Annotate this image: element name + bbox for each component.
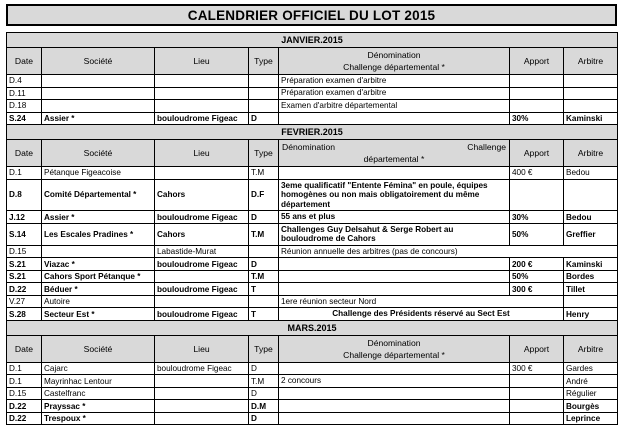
cell-type: D bbox=[249, 211, 279, 224]
cell-date: V.27 bbox=[7, 295, 42, 308]
cell-societe: Cajarc bbox=[42, 362, 155, 375]
col-header-societe: Société bbox=[42, 140, 155, 167]
cell-date: D.15 bbox=[7, 387, 42, 400]
cell-lieu bbox=[155, 412, 249, 425]
month-band-label: FEVRIER.2015 bbox=[7, 125, 618, 140]
cell-apport bbox=[510, 100, 564, 113]
cell-arbitre bbox=[564, 295, 618, 308]
cell-societe: Prayssac * bbox=[42, 400, 155, 413]
table-row[interactable] bbox=[7, 270, 618, 283]
cell-denomination bbox=[279, 167, 510, 180]
cell-apport bbox=[510, 387, 564, 400]
table-row[interactable] bbox=[7, 245, 618, 258]
table-row[interactable] bbox=[7, 167, 618, 180]
column-header-row bbox=[7, 48, 618, 75]
cell-date: D.1 bbox=[7, 375, 42, 388]
cell-denomination: Réunion annuelle des arbitres (pas de concours) bbox=[279, 245, 618, 258]
month-band-row bbox=[7, 33, 618, 48]
cell-type bbox=[249, 87, 279, 100]
col-header-apport: Apport bbox=[510, 335, 564, 362]
cell-date: S.28 bbox=[7, 308, 42, 321]
col-header-denomination bbox=[279, 48, 510, 75]
cell-societe: Secteur Est * bbox=[42, 308, 155, 321]
cell-apport: 50% bbox=[510, 270, 564, 283]
cell-arbitre: Tillet bbox=[564, 283, 618, 296]
table-row[interactable] bbox=[7, 400, 618, 413]
cell-date: D.22 bbox=[7, 412, 42, 425]
table-row[interactable] bbox=[7, 100, 618, 113]
cell-lieu: bouloudrome Figeac bbox=[155, 211, 249, 224]
cell-societe: Cahors Sport Pétanque * bbox=[42, 270, 155, 283]
cell-denomination: 3eme qualificatif "Entente Fémina" en poule, équipes homogènes ou non mais obligatoirement du même département bbox=[279, 179, 510, 211]
cell-date: D.18 bbox=[7, 100, 42, 113]
cell-apport bbox=[510, 87, 564, 100]
cell-lieu bbox=[155, 400, 249, 413]
cell-societe bbox=[42, 87, 155, 100]
cell-lieu bbox=[155, 100, 249, 113]
cell-type bbox=[249, 295, 279, 308]
cell-denomination: 55 ans et plus bbox=[279, 211, 510, 224]
month-band-row bbox=[7, 320, 618, 335]
table-row[interactable] bbox=[7, 258, 618, 271]
col-header-lieu: Lieu bbox=[155, 335, 249, 362]
cell-type: D bbox=[249, 258, 279, 271]
cell-denomination bbox=[279, 362, 510, 375]
cell-societe: Autoire bbox=[42, 295, 155, 308]
cell-type: T.M bbox=[249, 270, 279, 283]
cell-denomination: Challenges Guy Delsahut & Serge Robert au bouloudrome de Cahors bbox=[279, 223, 510, 245]
document-title-bar bbox=[6, 4, 617, 26]
cell-denomination: 1ere réunion secteur Nord bbox=[279, 295, 564, 308]
cell-societe bbox=[42, 245, 155, 258]
cell-apport bbox=[510, 412, 564, 425]
cell-societe: Pétanque Figeacoise bbox=[42, 167, 155, 180]
month-band-label: JANVIER.2015 bbox=[7, 33, 618, 48]
cell-date: D.1 bbox=[7, 362, 42, 375]
cell-societe: Béduer * bbox=[42, 283, 155, 296]
col-header-arbitre: Arbitre bbox=[564, 335, 618, 362]
cell-lieu bbox=[155, 375, 249, 388]
cell-societe: Assier * bbox=[42, 211, 155, 224]
cell-denomination: Examen d'arbitre départemental bbox=[279, 100, 510, 113]
col-header-denomination-label: Dénomination bbox=[367, 337, 421, 348]
cell-type bbox=[249, 75, 279, 88]
cell-date: S.21 bbox=[7, 270, 42, 283]
cell-denomination bbox=[279, 400, 510, 413]
table-row[interactable] bbox=[7, 112, 618, 125]
page-title: CALENDRIER OFFICIEL DU LOT 2015 bbox=[187, 7, 436, 23]
table-row[interactable] bbox=[7, 87, 618, 100]
col-header-lieu: Lieu bbox=[155, 48, 249, 75]
table-row[interactable] bbox=[7, 211, 618, 224]
table-row[interactable] bbox=[7, 412, 618, 425]
cell-date: D.1 bbox=[7, 167, 42, 180]
column-header-row bbox=[7, 335, 618, 362]
cell-apport: 200 € bbox=[510, 258, 564, 271]
month-band-label: MARS.2015 bbox=[7, 320, 618, 335]
cell-arbitre: André bbox=[564, 375, 618, 388]
cell-denomination bbox=[279, 387, 510, 400]
col-header-apport: Apport bbox=[510, 140, 564, 167]
col-header-apport: Apport bbox=[510, 48, 564, 75]
cell-date: D.15 bbox=[7, 245, 42, 258]
cell-denomination: Préparation examen d'arbitre bbox=[279, 87, 510, 100]
col-header-arbitre: Arbitre bbox=[564, 48, 618, 75]
cell-lieu: bouloudrome Figeac bbox=[155, 308, 249, 321]
cell-apport bbox=[510, 400, 564, 413]
cell-societe: Viazac * bbox=[42, 258, 155, 271]
col-header-challenge-departemental-label: Challenge départemental * bbox=[343, 62, 445, 72]
col-header-lieu: Lieu bbox=[155, 140, 249, 167]
cell-societe: Castelfranc bbox=[42, 387, 155, 400]
cell-arbitre: Greffier bbox=[564, 223, 618, 245]
cell-denomination: 2 concours bbox=[279, 375, 510, 388]
cell-arbitre bbox=[564, 179, 618, 211]
col-header-societe: Société bbox=[42, 48, 155, 75]
cell-lieu bbox=[155, 75, 249, 88]
cell-lieu: bouloudrome Figeac bbox=[155, 258, 249, 271]
table-row[interactable] bbox=[7, 295, 618, 308]
cell-denomination bbox=[279, 270, 510, 283]
table-row[interactable] bbox=[7, 387, 618, 400]
cell-date: D.22 bbox=[7, 283, 42, 296]
cell-denomination bbox=[279, 112, 510, 125]
cell-societe: Les Escales Pradines * bbox=[42, 223, 155, 245]
cell-societe: Mayrinhac Lentour bbox=[42, 375, 155, 388]
cell-type: T.M bbox=[249, 167, 279, 180]
cell-apport: 400 € bbox=[510, 167, 564, 180]
cell-date: S.14 bbox=[7, 223, 42, 245]
cell-lieu bbox=[155, 167, 249, 180]
col-header-denomination bbox=[279, 140, 510, 167]
cell-apport bbox=[510, 179, 564, 211]
cell-apport: 50% bbox=[510, 223, 564, 245]
col-header-societe: Société bbox=[42, 335, 155, 362]
cell-arbitre: Henry bbox=[564, 308, 618, 321]
cell-apport: 300 € bbox=[510, 362, 564, 375]
cell-arbitre bbox=[564, 75, 618, 88]
cell-societe bbox=[42, 100, 155, 113]
cell-lieu: Cahors bbox=[155, 223, 249, 245]
cell-arbitre: Bedou bbox=[564, 167, 618, 180]
cell-arbitre bbox=[564, 100, 618, 113]
cell-apport: 30% bbox=[510, 112, 564, 125]
cell-societe: Assier * bbox=[42, 112, 155, 125]
cell-lieu: bouloudrome Figeac bbox=[155, 112, 249, 125]
table-row[interactable] bbox=[7, 75, 618, 88]
cell-type: T.M bbox=[249, 223, 279, 245]
cell-arbitre: Leprince bbox=[564, 412, 618, 425]
col-header-denomination bbox=[279, 335, 510, 362]
col-header-denomination-label: Dénomination bbox=[367, 50, 421, 60]
cell-type: D.F bbox=[249, 179, 279, 211]
cell-type: D.M bbox=[249, 400, 279, 413]
col-header-type: Type bbox=[249, 140, 279, 167]
cell-societe: Comité Départemental * bbox=[42, 179, 155, 211]
cell-date: D.11 bbox=[7, 87, 42, 100]
table-row[interactable] bbox=[7, 308, 618, 321]
cell-apport: 30% bbox=[510, 211, 564, 224]
cell-date: D.22 bbox=[7, 400, 42, 413]
month-band-row bbox=[7, 125, 618, 140]
cell-denomination bbox=[279, 412, 510, 425]
cell-apport: 300 € bbox=[510, 283, 564, 296]
cell-type: D bbox=[249, 412, 279, 425]
col-header-challenge-departemental-label: Challenge départemental * bbox=[343, 349, 445, 360]
cell-apport bbox=[510, 75, 564, 88]
col-header-date: Date bbox=[7, 140, 42, 167]
col-header-type: Type bbox=[249, 335, 279, 362]
col-header-date: Date bbox=[7, 335, 42, 362]
calendar-table bbox=[6, 32, 618, 425]
col-header-challenge-label: Challenge bbox=[467, 142, 506, 152]
table-row[interactable] bbox=[7, 179, 618, 211]
cell-arbitre bbox=[564, 87, 618, 100]
table-row[interactable] bbox=[7, 375, 618, 388]
cell-denomination bbox=[279, 258, 510, 271]
cell-date: J.12 bbox=[7, 211, 42, 224]
col-header-type: Type bbox=[249, 48, 279, 75]
cell-type bbox=[249, 245, 279, 258]
cell-type: D bbox=[249, 362, 279, 375]
cell-type: T bbox=[249, 283, 279, 296]
cell-type: D bbox=[249, 387, 279, 400]
cell-lieu bbox=[155, 295, 249, 308]
cell-lieu: bouloudrome Figeac bbox=[155, 283, 249, 296]
cell-apport bbox=[510, 375, 564, 388]
col-header-denomination-label: Dénomination bbox=[282, 142, 336, 152]
cell-denomination: Challenge des Présidents réservé au Sect Est bbox=[279, 308, 564, 321]
cell-type: T.M bbox=[249, 375, 279, 388]
table-row[interactable] bbox=[7, 362, 618, 375]
cell-date: S.21 bbox=[7, 258, 42, 271]
cell-arbitre: Kaminski bbox=[564, 258, 618, 271]
cell-lieu: Cahors bbox=[155, 179, 249, 211]
cell-lieu bbox=[155, 87, 249, 100]
column-header-row bbox=[7, 140, 618, 167]
cell-arbitre: Gardes bbox=[564, 362, 618, 375]
cell-date: S.24 bbox=[7, 112, 42, 125]
col-header-date: Date bbox=[7, 48, 42, 75]
cell-societe: Trespoux * bbox=[42, 412, 155, 425]
cell-denomination: Préparation examen d'arbitre bbox=[279, 75, 510, 88]
cell-type: D bbox=[249, 112, 279, 125]
cell-societe bbox=[42, 75, 155, 88]
cell-arbitre: Bordes bbox=[564, 270, 618, 283]
table-row[interactable] bbox=[7, 283, 618, 296]
cell-arbitre: Kaminski bbox=[564, 112, 618, 125]
cell-arbitre: Bourgès bbox=[564, 400, 618, 413]
cell-date: D.8 bbox=[7, 179, 42, 211]
col-header-arbitre: Arbitre bbox=[564, 140, 618, 167]
table-row[interactable] bbox=[7, 223, 618, 245]
cell-arbitre: Bedou bbox=[564, 211, 618, 224]
cell-lieu: bouloudrome Figeac bbox=[155, 362, 249, 375]
cell-lieu bbox=[155, 387, 249, 400]
cell-denomination bbox=[279, 283, 510, 296]
cell-type bbox=[249, 100, 279, 113]
cell-arbitre: Régulier bbox=[564, 387, 618, 400]
cell-type: T bbox=[249, 308, 279, 321]
cell-lieu bbox=[155, 270, 249, 283]
col-header-departemental-label: départemental * bbox=[363, 154, 425, 164]
cell-lieu: Labastide-Murat bbox=[155, 245, 249, 258]
cell-date: D.4 bbox=[7, 75, 42, 88]
